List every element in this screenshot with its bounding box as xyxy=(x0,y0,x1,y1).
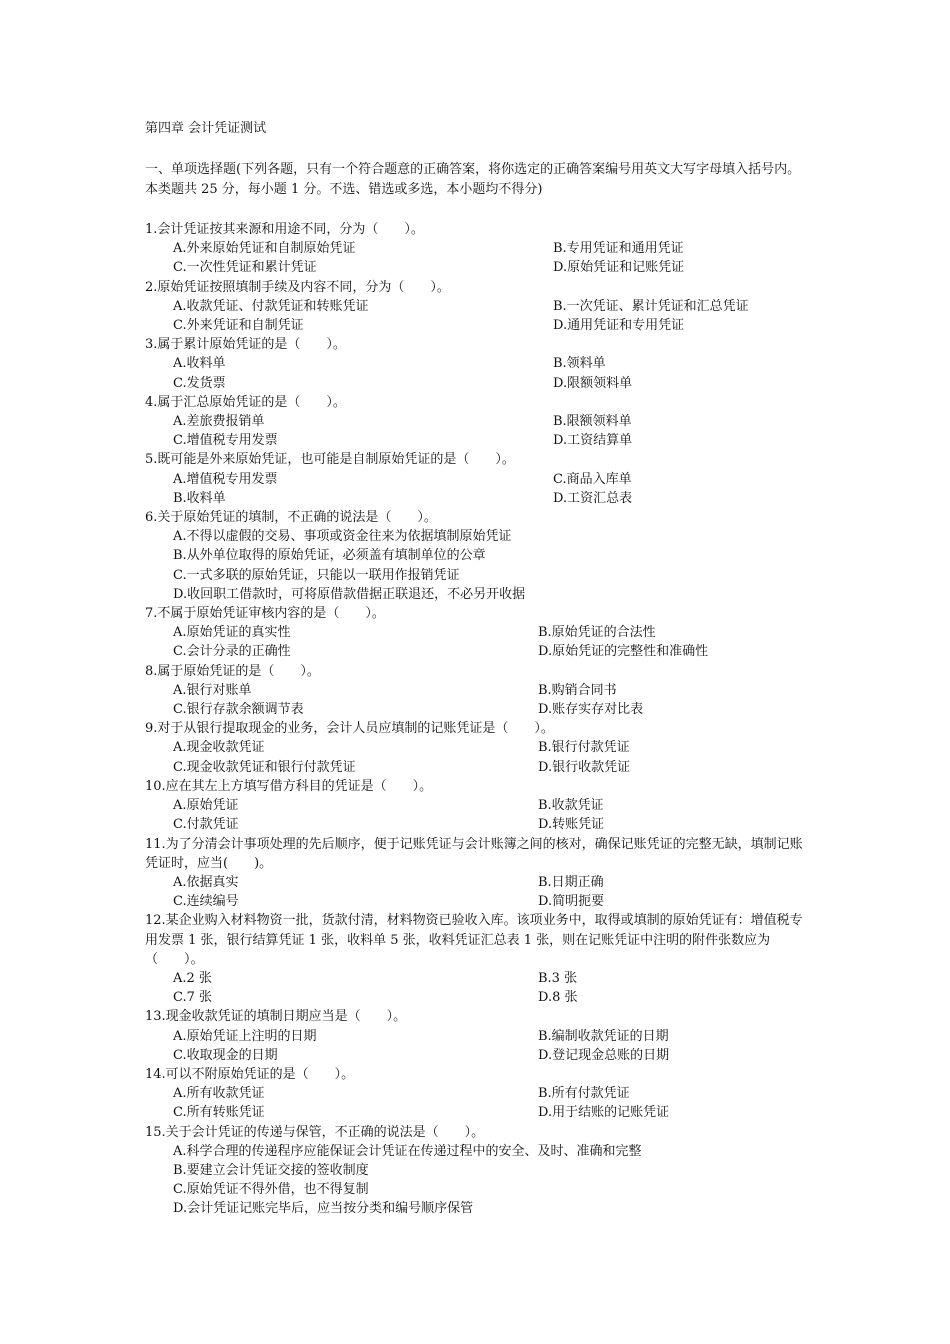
option-c: C.现金收款凭证和银行付款凭证 xyxy=(173,759,356,775)
question-stem: 9.对于从银行提取现金的业务，会计人员应填制的记账凭证是（ ）。 xyxy=(145,721,554,737)
option-b: B.购销合同书 xyxy=(538,682,617,698)
option-a: A.2 张 xyxy=(173,970,212,986)
option-a: A.原始凭证 xyxy=(173,798,239,814)
option-c: C.增值税专用发票 xyxy=(173,433,278,449)
question-7 xyxy=(145,604,807,662)
option-b: B.从外单位取得的原始凭证，必须盖有填制单位的公章 xyxy=(173,548,486,564)
option-a: A.依据真实 xyxy=(173,874,239,890)
option-a: A.所有收款凭证 xyxy=(173,1086,265,1102)
question-stem: 7.不属于原始凭证审核内容的是（ ）。 xyxy=(145,606,385,622)
question-stem: 5.既可能是外来原始凭证，也可能是自制原始凭证的是（ ）。 xyxy=(145,452,515,468)
option-c: C.7 张 xyxy=(173,990,213,1006)
question-stem: 1.会计凭证按其来源和用途不同，分为（ ）。 xyxy=(145,222,424,237)
option-d: D.通用凭证和专用凭证 xyxy=(553,318,685,334)
option-b: B.限额领料单 xyxy=(553,414,632,430)
option-c: C.一次性凭证和累计凭证 xyxy=(173,260,317,276)
question-6 xyxy=(145,508,807,604)
question-stem: 3.属于累计原始凭证的是（ ）。 xyxy=(145,337,346,353)
option-c: C.原始凭证不得外借，也不得复制 xyxy=(173,1182,369,1198)
option-a: A.科学合理的传递程序应能保证会计凭证在传递过程中的安全、及时、准确和完整 xyxy=(173,1143,642,1159)
option-b: B.日期正确 xyxy=(538,874,604,890)
question-9 xyxy=(145,719,807,777)
option-b: B.编制收款凭证的日期 xyxy=(538,1028,669,1044)
option-d: D.收回职工借款时，可将原借款借据正联退还，不必另开收据 xyxy=(173,586,526,602)
option-b: B.原始凭证的合法性 xyxy=(538,625,656,641)
option-c: C.会计分录的正确性 xyxy=(173,644,291,660)
section-instructions: 一、单项选择题(下列各题，只有一个符合题意的正确答案，将你选定的正确答案编号用英文大写字母填入括号内。本类题共 25 分，每小题 1 分。不选、错选或多选，本小题均不得分) xyxy=(145,162,801,197)
question-12 xyxy=(145,911,807,1007)
option-d: D.原始凭证的完整性和准确性 xyxy=(538,644,709,660)
option-b: B.3 张 xyxy=(538,970,578,986)
option-c: C.一式多联的原始凭证，只能以一联用作报销凭证 xyxy=(173,567,460,583)
question-stem: 4.属于汇总原始凭证的是（ ）。 xyxy=(145,394,346,410)
question-stem: 10.应在其左上方填写借方科目的凭证是（ ）。 xyxy=(145,778,433,794)
question-14 xyxy=(145,1065,807,1123)
option-d: D.转账凭证 xyxy=(538,817,605,833)
option-d: D.限额领料单 xyxy=(553,375,633,391)
question-stem: 11.为了分清会计事项处理的先后顺序，便于记账凭证与会计账簿之间的核对，确保记账凭证的完整无缺，填制记账凭证时，应当( )。 xyxy=(145,836,803,871)
option-b: B.所有付款凭证 xyxy=(538,1086,630,1102)
option-b: B.收料单 xyxy=(173,490,226,506)
option-d: D.登记现金总账的日期 xyxy=(538,1047,670,1063)
question-13 xyxy=(145,1007,807,1065)
question-stem: 13.现金收款凭证的填制日期应当是（ ）。 xyxy=(145,1009,407,1025)
option-b: B.银行付款凭证 xyxy=(538,740,630,756)
question-8 xyxy=(145,662,807,720)
option-a: A.增值税专用发票 xyxy=(173,471,278,487)
option-c: C.商品入库单 xyxy=(553,471,632,487)
question-11 xyxy=(145,835,807,912)
question-stem: 2.原始凭证按照填制手续及内容不同，分为（ ）。 xyxy=(145,279,450,295)
option-a: A.银行对账单 xyxy=(173,682,252,698)
option-a: A.收料单 xyxy=(173,356,226,372)
option-d: D.8 张 xyxy=(538,990,578,1006)
question-1 xyxy=(145,220,807,278)
question-15 xyxy=(145,1123,807,1219)
option-d: D.会计凭证记账完毕后，应当按分类和编号顺序保管 xyxy=(173,1201,474,1217)
option-a: A.原始凭证的真实性 xyxy=(173,625,291,641)
option-b: B.收款凭证 xyxy=(538,798,604,814)
question-4 xyxy=(145,393,807,451)
option-b: B.领料单 xyxy=(553,356,606,372)
chapter-title: 第四章 会计凭证测试 xyxy=(145,121,267,136)
question-stem: 8.属于原始凭证的是（ ）。 xyxy=(145,663,320,679)
option-d: D.工资结算单 xyxy=(553,433,633,449)
question-3 xyxy=(145,335,807,393)
option-c: C.所有转账凭证 xyxy=(173,1105,265,1121)
question-2 xyxy=(145,278,807,336)
option-d: D.用于结账的记账凭证 xyxy=(538,1105,670,1121)
option-b: B.要建立会计凭证交接的签收制度 xyxy=(173,1162,369,1178)
question-10 xyxy=(145,777,807,835)
option-d: D.工资汇总表 xyxy=(553,490,633,506)
option-a: A.不得以虚假的交易、事项或资金往来为依据填制原始凭证 xyxy=(173,529,512,545)
option-c: C.付款凭证 xyxy=(173,817,239,833)
option-a: A.原始凭证上注明的日期 xyxy=(173,1028,317,1044)
option-b: B.一次凭证、累计凭证和汇总凭证 xyxy=(553,298,749,314)
option-c: C.发货票 xyxy=(173,375,226,391)
option-d: D.账存实存对比表 xyxy=(538,702,644,718)
option-a: A.差旅费报销单 xyxy=(173,414,265,430)
option-d: D.银行收款凭证 xyxy=(538,759,631,775)
option-a: A.收款凭证、付款凭证和转账凭证 xyxy=(173,298,369,314)
option-c: C.连续编号 xyxy=(173,894,239,910)
option-d: D.原始凭证和记账凭证 xyxy=(553,260,685,276)
option-c: C.外来凭证和自制凭证 xyxy=(173,318,304,334)
question-stem: 6.关于原始凭证的填制，不正确的说法是（ ）。 xyxy=(145,510,437,526)
option-b: B.专用凭证和通用凭证 xyxy=(553,241,684,257)
question-stem: 12.某企业购入材料物资一批，货款付清，材料物资已验收入库。该项业务中，取得或填制的原始凭证有：增值税专用发票 1 张，银行结算凭证 1 张，收料单 5 张，收料凭证汇总表 1 张，则在记账凭证中注明的附件张数应为（ ）。 xyxy=(145,913,803,967)
option-a: A.外来原始凭证和自制原始凭证 xyxy=(173,241,356,257)
question-list xyxy=(145,220,807,1219)
question-stem: 14.可以不附原始凭证的是（ ）。 xyxy=(145,1066,355,1082)
option-c: C.收取现金的日期 xyxy=(173,1047,278,1063)
option-d: D.简明扼要 xyxy=(538,894,605,910)
option-a: A.现金收款凭证 xyxy=(173,740,265,756)
option-c: C.银行存款余额调节表 xyxy=(173,702,304,718)
question-5 xyxy=(145,450,807,508)
question-stem: 15.关于会计凭证的传递与保管，不正确的说法是（ ）。 xyxy=(145,1124,485,1140)
